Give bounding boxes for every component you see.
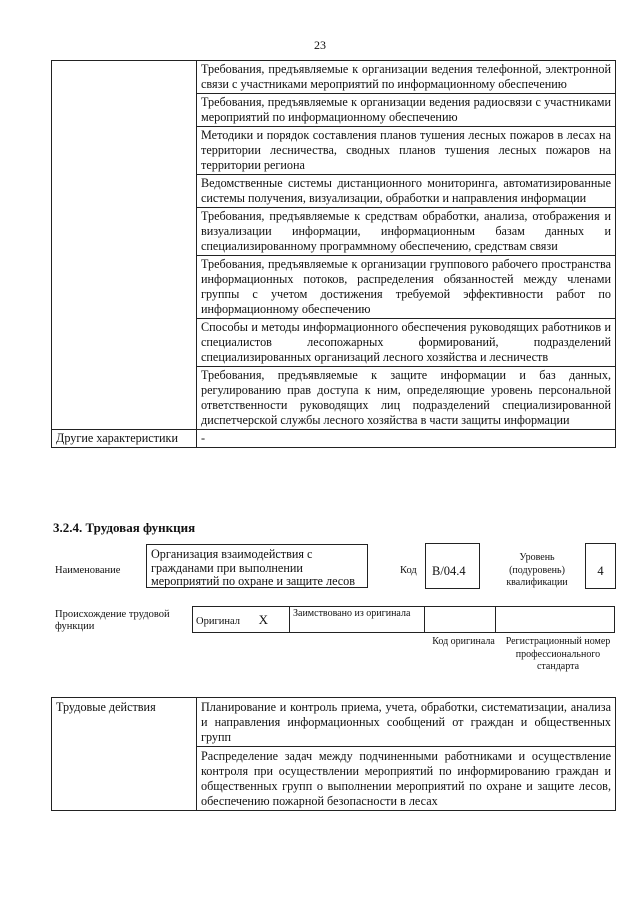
requirement-item: Требования, предъявляемые к организации ведения радиосвязи с участниками мероприятий по информационному обеспечению [197,94,616,127]
table-row [193,607,615,633]
requirements-table [51,60,616,448]
page-number: 23 [314,38,326,52]
labor-action-item: Распределение задач между подчиненными работниками и осуществление контроля при осуществлении мероприятий по информированию граждан и общественных групп о выполнении мероприятий по охране и защите лесов, обеспечению пожарной безопасности в лесах [197,747,616,811]
original-code-cell [425,607,496,633]
requirement-item: Требования, предъявляемые к защите информации и баз данных, регулированию прав доступа к ним, определяющие уровень персональной ответственности руководящих лиц подразделений специализированной диспетчерской службы лесного хозяйства в части защиты информации [197,367,616,430]
table-row [52,61,616,94]
section-title: 3.2.4. Трудовая функция [53,520,196,535]
row-label-empty [52,61,197,430]
table-row [52,430,616,448]
qualification-level-value: 4 [585,543,616,589]
other-characteristics-value: - [197,430,616,448]
requirement-item: Способы и методы информационного обеспечения руководящих работников и специалистов лесопожарных формирований, подразделений специализированных организаций лесного хозяйства и лесничеств [197,319,616,367]
function-name-value: Организация взаимодействия с гражданами при выполнении мероприятий по охране и защите лесов [146,544,368,588]
origin-table [192,606,615,633]
original-code-caption: Код оригинала [432,636,495,647]
other-characteristics-label: Другие характеристики [52,430,197,448]
original-cell [193,607,290,633]
function-code-value: B/04.4 [425,543,480,589]
borrowed-label: Заимствовано из оригинала [290,607,425,633]
registration-number-caption: Регистрационный номер профессионального стандарта [505,636,611,672]
requirement-item: Требования, предъявляемые к организации ведения телефонной, электронной связи с участниками мероприятий по информационному обеспечению [197,61,616,94]
requirement-item: Требования, предъявляемые к организации группового рабочего пространства информационных потоков, распределения обязанностей между членами группы с учетом достижения требуемой эффективности работ по информационному обеспечению [197,256,616,319]
requirement-item: Требования, предъявляемые к средствам обработки, анализа, отображения и визуализации информации, информационным базам данных и специализированному программному обеспечению, средствам связи [197,208,616,256]
function-code-label: Код [400,565,417,576]
registration-number-cell [496,607,615,633]
original-label: Оригинал [196,615,240,627]
qualification-level-label: Уровень (подуровень) квалификации [506,552,568,588]
origin-label: Происхождение трудовой функции [55,609,170,632]
labor-action-item: Планирование и контроль приема, учета, обработки, систематизации, анализа и направления информационных сообщений от граждан и общественных групп [197,698,616,747]
table-row [52,698,616,747]
labor-actions-label: Трудовые действия [52,698,197,811]
requirement-item: Методики и порядок составления планов тушения лесных пожаров в лесах на территории лесничества, сводных планов тушения лесных пожаров на территории региона [197,127,616,175]
original-mark: X [258,611,269,627]
function-name-label: Наименование [55,565,121,576]
labor-actions-table [51,697,616,811]
requirement-item: Ведомственные системы дистанционного мониторинга, автоматизированные системы получения, визуализации, обработки и направления информации [197,175,616,208]
